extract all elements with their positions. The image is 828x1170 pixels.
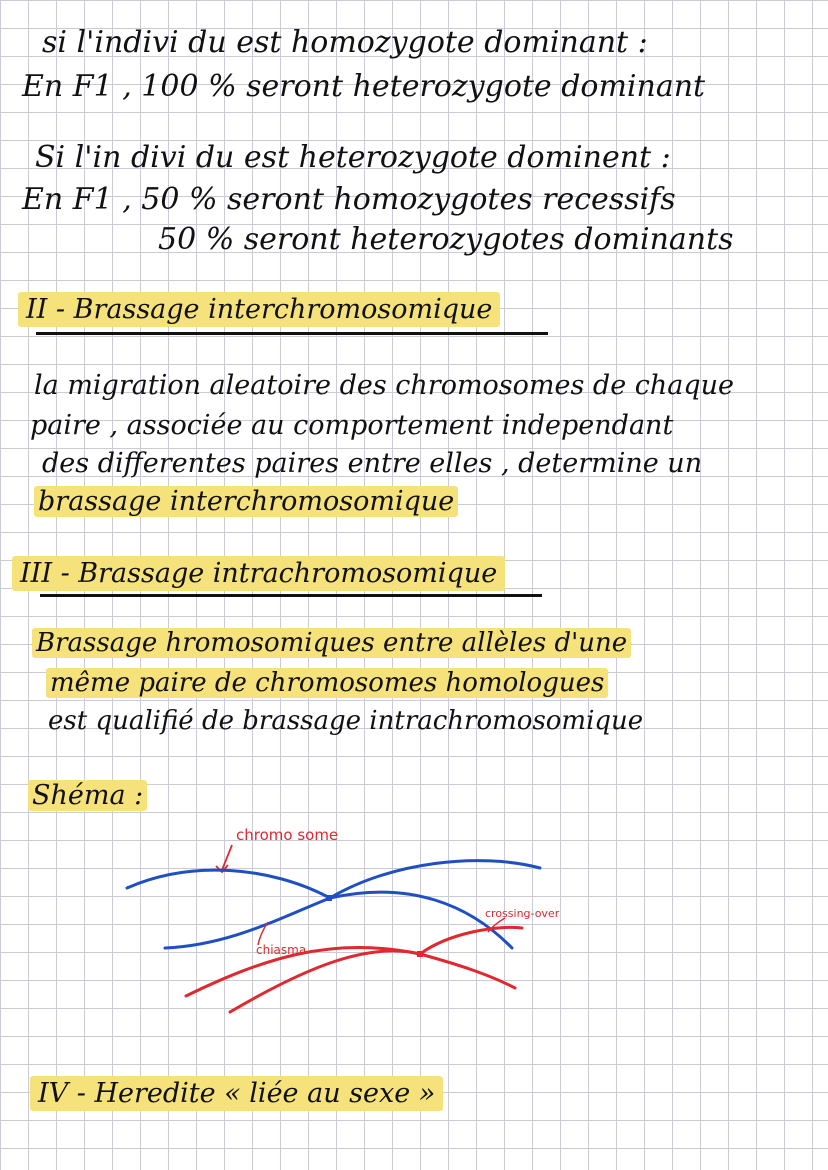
note-line-1: si l'indivi du est homozygote dominant : bbox=[42, 25, 648, 60]
section-2-underline bbox=[36, 332, 548, 335]
chiasma-point-blue bbox=[326, 895, 332, 901]
note-line-3: Si l'in divi du est heterozygote dominent : bbox=[35, 140, 671, 175]
section-2-para-line-3: des differentes paires entre elles , determine un bbox=[42, 448, 703, 479]
section-3-underline bbox=[40, 594, 542, 597]
note-line-5: 50 % seront heterozygotes dominants bbox=[158, 222, 734, 257]
schema-label: Shéma : bbox=[28, 782, 147, 809]
blue-chromosome-2 bbox=[165, 892, 512, 948]
label-chiasma: chiasma bbox=[256, 943, 307, 957]
section-2-para-line-4: brassage interchromosomique bbox=[34, 488, 458, 515]
chiasma-pointer bbox=[258, 922, 268, 945]
label-crossing-over: crossing-over bbox=[485, 907, 560, 920]
section-2-para-line-2: paire , associée au comportement independant bbox=[30, 410, 674, 441]
section-3-para-line-3: est qualifié de brassage intrachromosomique bbox=[48, 706, 644, 736]
note-line-4: En F1 , 50 % seront homozygotes recessifs bbox=[22, 182, 676, 217]
section-2-heading: II - Brassage interchromosomique bbox=[18, 296, 500, 323]
chromosome-pointer-line bbox=[222, 845, 232, 870]
label-chromosome: chromo some bbox=[236, 826, 339, 844]
section-3-heading: III - Brassage intrachromosomique bbox=[12, 560, 505, 587]
blue-chromosome-1 bbox=[127, 861, 540, 898]
section-3-para-line-2: même paire de chromosomes homologues bbox=[46, 670, 608, 696]
red-chromosome-2 bbox=[230, 951, 515, 1012]
red-chromosome-1 bbox=[186, 927, 522, 996]
section-4-heading: IV - Heredite « liée au sexe » bbox=[30, 1080, 443, 1107]
note-line-2: En F1 , 100 % seront heterozygote dominant bbox=[22, 69, 706, 104]
chiasma-point-red bbox=[417, 951, 423, 957]
chromosome-pointer-arrow bbox=[216, 865, 228, 872]
section-3-para-line-1: Brassage hromosomiques entre allèles d'une bbox=[32, 630, 631, 656]
section-2-para-line-1: la migration aleatoire des chromosomes de chaque bbox=[34, 370, 735, 401]
crossing-over-pointer bbox=[488, 918, 505, 932]
